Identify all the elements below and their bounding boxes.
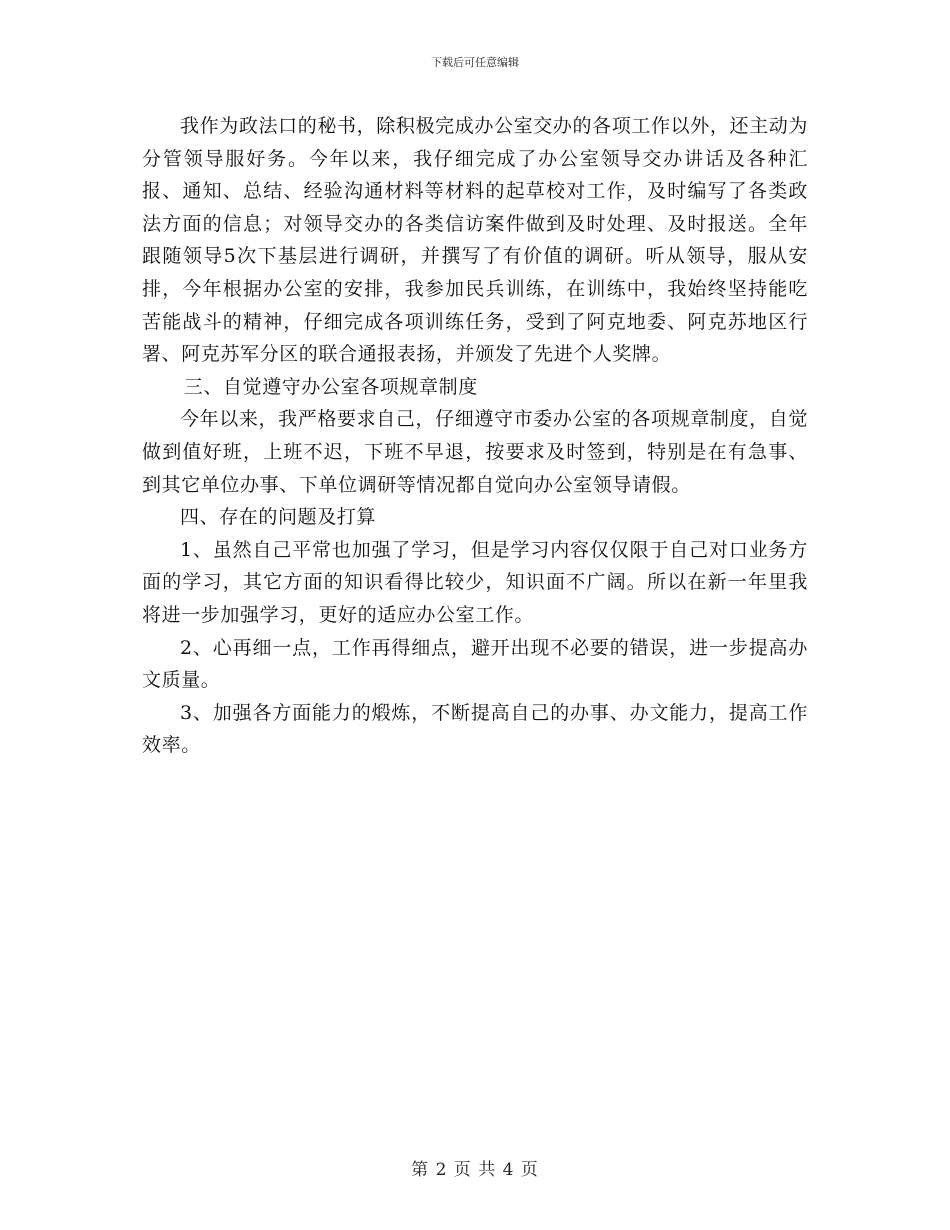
paragraph-item-1: 1、虽然自己平常也加强了学习，但是学习内容仅仅限于自己对口业务方面的学习，其它方面的知识看得比较少，知识面不广阔。所以在新一年里我将进一步加强学习，更好的适应办公室工作。: [142, 538, 808, 626]
paragraph-secretary-work: 我作为政法口的秘书，除积极完成办公室交办的各项工作以外，还主动为分管领导服好务。今年以来，我仔细完成了办公室领导交办讲话及各种汇报、通知、总结、经验沟通材料等材料的起草校对工作，及时编写了各类政法方面的信息；对领导交办的各类信访案件做到及时处理、及时报送。全年跟随领导5次下基层进行调研，并撰写了有价值的调研。听从领导，服从安排，今年根据办公室的安排，我参加民兵训练，在训练中，我始终坚持能吃苦能战斗的精神，仔细完成各项训练任务，受到了阿克地委、阿克苏地区行署、阿克苏军分区的联合通报表扬，并颁发了先进个人奖牌。: [142, 115, 808, 366]
page-header: 下载后可任意编辑: [431, 56, 519, 69]
document-body: [142, 110, 808, 762]
paragraph-rules: 今年以来，我严格要求自己，仔细遵守市委办公室的各项规章制度，自觉做到值好班，上班不迟，下班不早退，按要求及时签到，特别是在有急事、到其它单位办事、下单位调研等情况都自觉向办公室领导请假。: [142, 408, 808, 496]
section-heading-rules: 三、自觉遵守办公室各项规章制度: [183, 375, 478, 398]
page-footer: 第 2 页 共 4 页: [411, 1160, 539, 1180]
section-heading-problems: 四、存在的问题及打算: [180, 506, 377, 529]
paragraph-item-2: 2、心再细一点，工作再得细点，避开出现不必要的错误，进一步提高办文质量。: [142, 636, 808, 692]
paragraph-item-3: 3、加强各方面能力的煅炼，不断提高自己的办事、办文能力，提高工作效率。: [142, 701, 808, 757]
